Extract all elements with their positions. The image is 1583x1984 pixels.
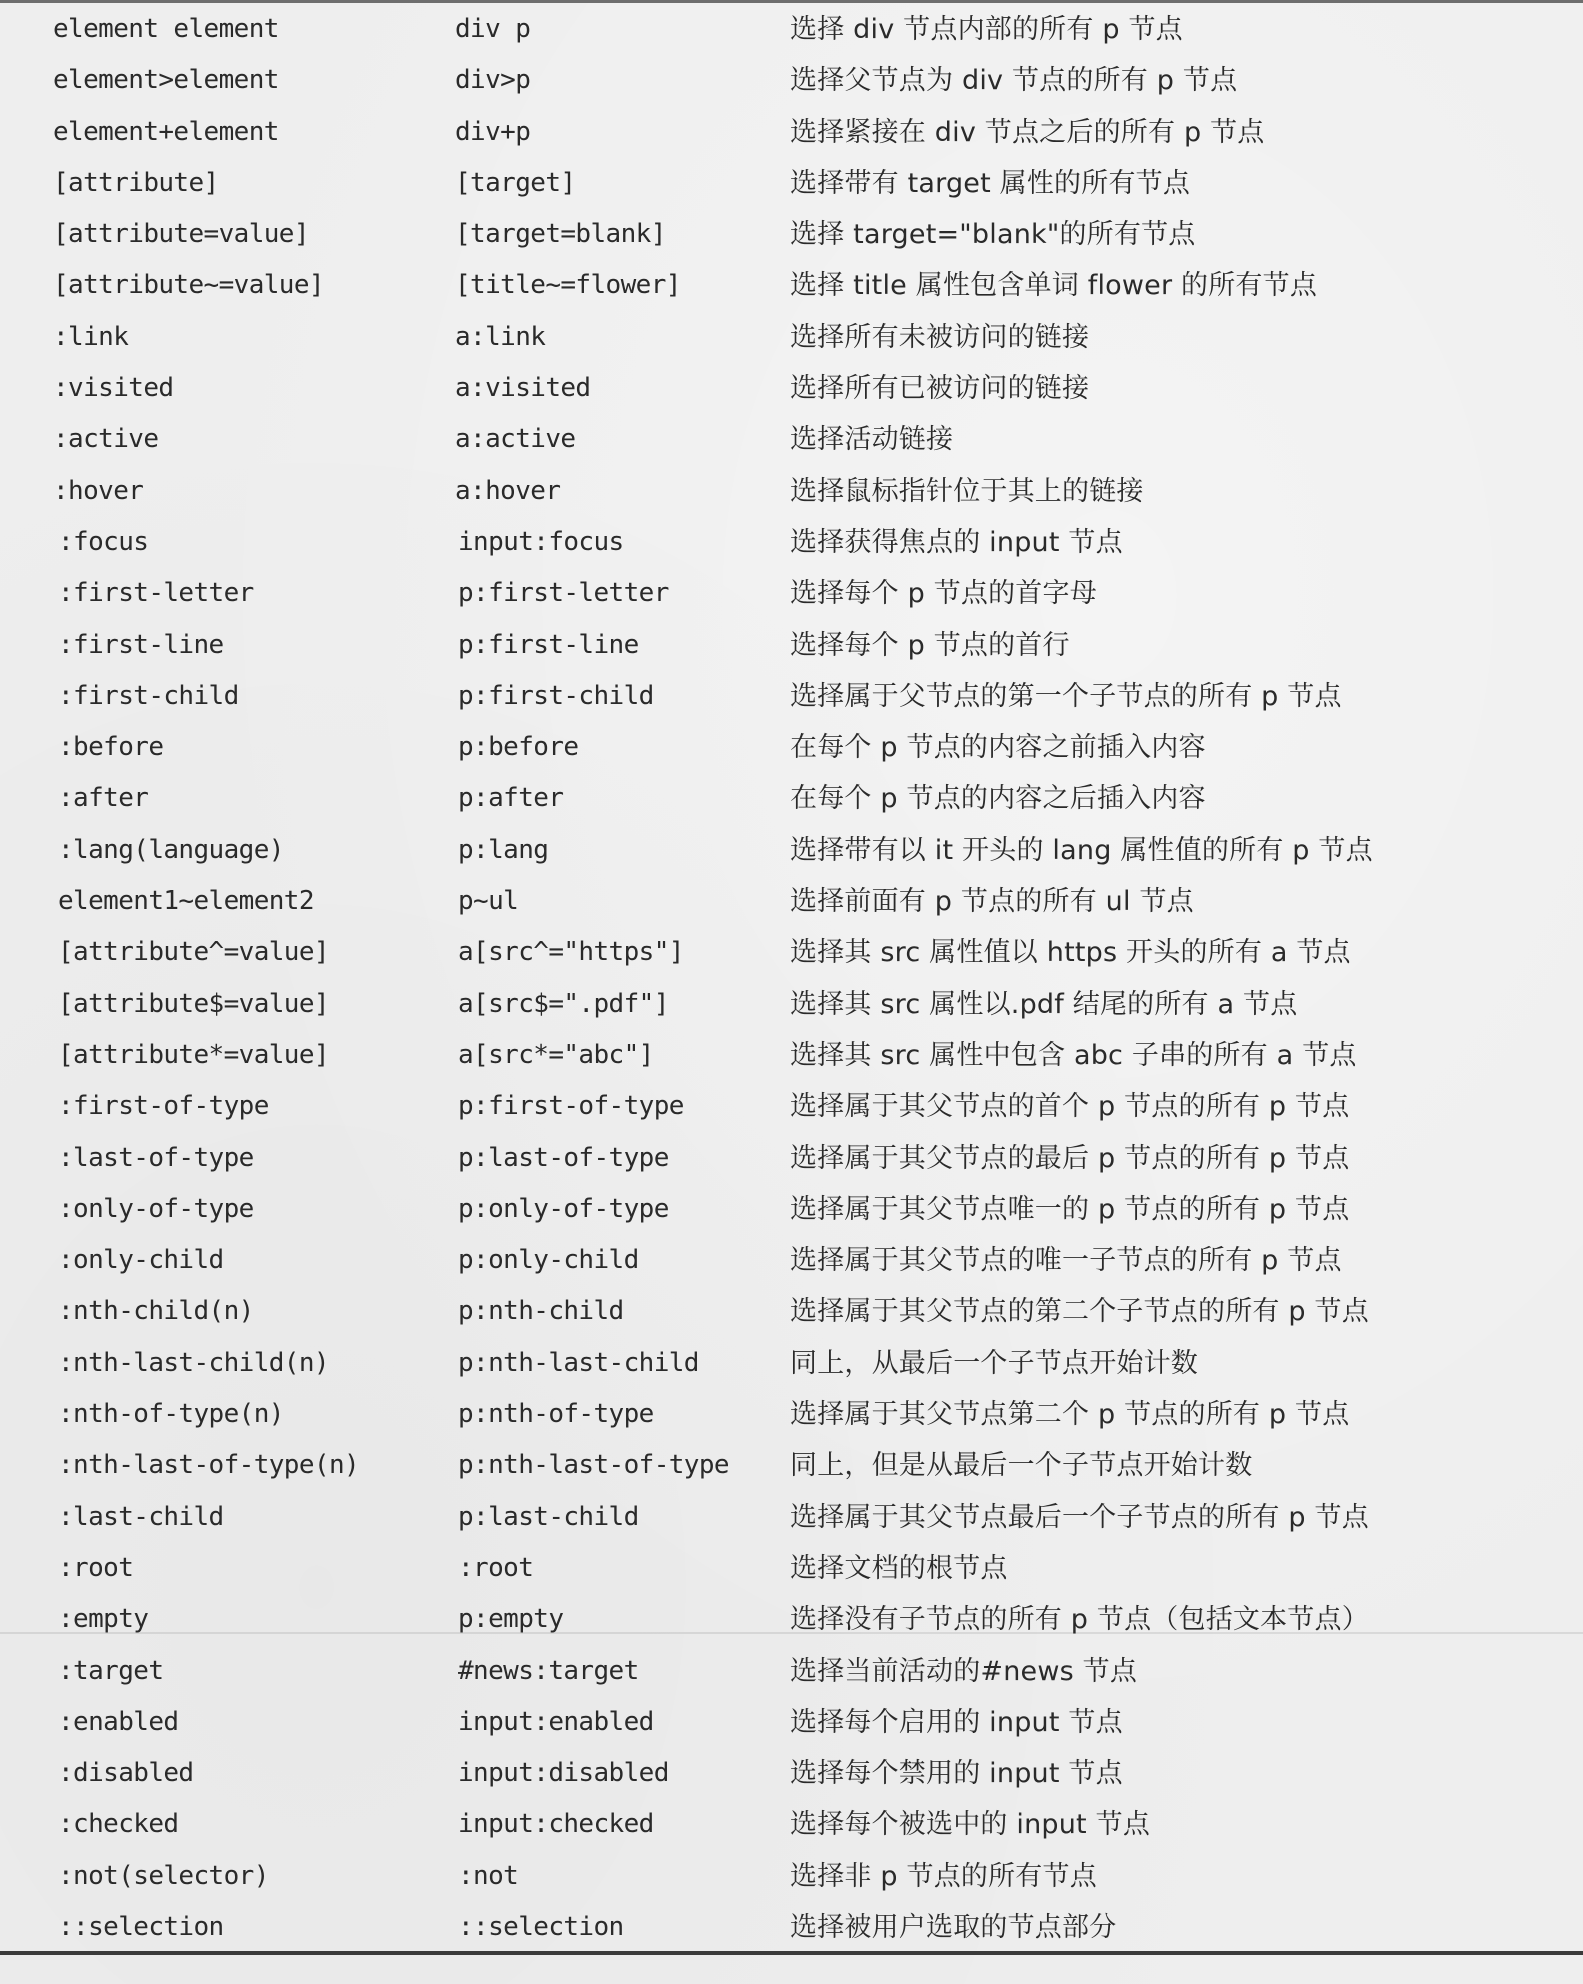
table-row [0, 260, 1583, 311]
table-row [0, 1286, 1583, 1337]
table-row [0, 876, 1583, 927]
selector-cell: :nth-last-child(n) [58, 1347, 329, 1378]
example-cell: a[src$=".pdf"] [458, 988, 669, 1019]
description-cell: 选择属于父节点的第一个子节点的所有 p 节点 [790, 680, 1342, 712]
table-row [0, 1338, 1583, 1389]
description-cell: 选择鼠标指针位于其上的链接 [790, 475, 1144, 507]
selector-cell: [attribute=value] [53, 219, 309, 250]
example-cell: p:first-line [458, 629, 639, 660]
description-cell: 选择属于其父节点的第二个子节点的所有 p 节点 [790, 1296, 1369, 1328]
table-row [0, 4, 1583, 55]
table-row [0, 671, 1583, 722]
table-row [0, 312, 1583, 363]
selector-cell: :nth-of-type(n) [58, 1399, 284, 1430]
description-cell: 选择带有以 it 开头的 lang 属性值的所有 p 节点 [790, 834, 1373, 866]
selector-cell: :hover [53, 475, 144, 506]
selector-cell: :only-of-type [58, 1193, 254, 1224]
example-cell: a[src*="abc"] [458, 1039, 654, 1070]
table-row [0, 1030, 1583, 1081]
description-cell: 选择没有子节点的所有 p 节点（包括文本节点） [790, 1604, 1369, 1636]
selector-cell: :target [58, 1655, 164, 1686]
table-row [0, 517, 1583, 568]
description-cell: 选择每个 p 节点的首字母 [790, 578, 1097, 610]
selector-cell: :empty [58, 1604, 149, 1635]
description-cell: 在每个 p 节点的内容之前插入内容 [790, 732, 1206, 764]
table-row [0, 979, 1583, 1030]
table-row [0, 363, 1583, 414]
table-row [0, 620, 1583, 671]
table-row [0, 1133, 1583, 1184]
selector-cell: element1~element2 [58, 886, 314, 917]
table-row [0, 1646, 1583, 1697]
description-cell: 选择每个被选中的 input 节点 [790, 1809, 1151, 1841]
table-row [0, 568, 1583, 619]
table-row [0, 1184, 1583, 1235]
selector-cell: :checked [58, 1809, 179, 1840]
description-cell: 选择所有未被访问的链接 [790, 321, 1090, 353]
selector-cell: :visited [53, 373, 174, 404]
description-cell: 选择属于其父节点的唯一子节点的所有 p 节点 [790, 1245, 1342, 1277]
example-cell: p:nth-last-child [458, 1347, 699, 1378]
table-row [0, 1594, 1583, 1645]
table-row [0, 1543, 1583, 1594]
description-cell: 选择每个 p 节点的首行 [790, 629, 1070, 661]
selector-cell: [attribute*=value] [58, 1039, 329, 1070]
selector-cell: :active [53, 424, 159, 455]
table-row [0, 1081, 1583, 1132]
table-top-rule [0, 0, 1583, 3]
example-cell: p:empty [458, 1604, 564, 1635]
selector-cell: :nth-last-of-type(n) [58, 1450, 360, 1481]
example-cell: p:first-of-type [458, 1091, 684, 1122]
example-cell: p:first-child [458, 680, 654, 711]
example-cell: input:focus [458, 526, 624, 557]
example-cell: :not [458, 1860, 519, 1891]
selector-cell: [attribute~=value] [53, 270, 324, 301]
selector-cell: :root [58, 1552, 134, 1583]
table-row [0, 927, 1583, 978]
table-row [0, 158, 1583, 209]
description-cell: 选择属于其父节点第二个 p 节点的所有 p 节点 [790, 1399, 1350, 1431]
description-cell: 选择所有已被访问的链接 [790, 373, 1090, 405]
description-cell: 选择每个启用的 input 节点 [790, 1706, 1123, 1738]
selector-cell: :focus [58, 526, 149, 557]
example-cell: [target=blank] [455, 219, 666, 250]
example-cell: input:checked [458, 1809, 654, 1840]
table-row [0, 722, 1583, 773]
selector-cell: :first-of-type [58, 1091, 269, 1122]
example-cell: a:visited [455, 373, 591, 404]
selector-cell: :first-child [58, 680, 239, 711]
description-cell: 选择 div 节点内部的所有 p 节点 [790, 14, 1183, 45]
table-row [0, 1851, 1583, 1902]
selector-cell: element element [53, 14, 279, 44]
example-cell: p:nth-of-type [458, 1399, 654, 1430]
description-cell: 同上，从最后一个子节点开始计数 [790, 1347, 1198, 1379]
description-cell: 选择被用户选取的节点部分 [790, 1911, 1117, 1943]
description-cell: 选择其 src 属性以.pdf 结尾的所有 a 节点 [790, 988, 1298, 1020]
selector-cell: :only-child [58, 1245, 224, 1276]
example-cell: a:link [455, 321, 546, 352]
selector-cell: [attribute^=value] [58, 937, 329, 968]
selector-table [0, 4, 1583, 1953]
example-cell: input:enabled [458, 1706, 654, 1737]
table-row [0, 1902, 1583, 1953]
description-cell: 选择前面有 p 节点的所有 ul 节点 [790, 886, 1194, 918]
table-row [0, 466, 1583, 517]
table-row [0, 1389, 1583, 1440]
selector-cell: :enabled [58, 1706, 179, 1737]
example-cell: :root [458, 1552, 534, 1583]
description-cell: 选择其 src 属性值以 https 开头的所有 a 节点 [790, 937, 1351, 969]
table-row [0, 1697, 1583, 1748]
example-cell: #news:target [458, 1655, 639, 1686]
selector-cell: [attribute] [53, 167, 219, 198]
example-cell: p:last-of-type [458, 1142, 669, 1173]
table-row [0, 1799, 1583, 1850]
selector-cell: element+element [53, 116, 279, 147]
example-cell: [target] [455, 167, 576, 198]
selector-cell: :disabled [58, 1758, 194, 1789]
selector-cell: :last-of-type [58, 1142, 254, 1173]
selector-cell: :first-letter [58, 578, 254, 609]
example-cell: p:only-child [458, 1245, 639, 1276]
table-row [0, 55, 1583, 106]
example-cell: p:before [458, 732, 579, 763]
table-row [0, 414, 1583, 465]
example-cell: ::selection [458, 1911, 624, 1942]
table-row [0, 1492, 1583, 1543]
example-cell: p:lang [458, 834, 549, 865]
description-cell: 选择非 p 节点的所有节点 [790, 1860, 1097, 1892]
description-cell: 选择其 src 属性中包含 abc 子串的所有 a 节点 [790, 1039, 1357, 1071]
table-row [0, 1748, 1583, 1799]
table-row [0, 1440, 1583, 1491]
selector-cell: :lang(language) [58, 834, 284, 865]
description-cell: 选择父节点为 div 节点的所有 p 节点 [790, 65, 1238, 97]
example-cell: p:only-of-type [458, 1193, 669, 1224]
description-cell: 在每个 p 节点的内容之后插入内容 [790, 783, 1206, 815]
selector-cell: element>element [53, 65, 279, 96]
table-row [0, 773, 1583, 824]
example-cell: input:disabled [458, 1758, 669, 1789]
description-cell: 选择 title 属性包含单词 flower 的所有节点 [790, 270, 1318, 302]
example-cell: div+p [455, 116, 531, 147]
example-cell: p:first-letter [458, 578, 669, 609]
selector-cell: :last-child [58, 1501, 224, 1532]
table-bottom-rule [0, 1951, 1583, 1955]
description-cell: 选择属于其父节点的首个 p 节点的所有 p 节点 [790, 1091, 1350, 1123]
selector-cell: :after [58, 783, 149, 814]
selector-cell: [attribute$=value] [58, 988, 329, 1019]
selector-cell: :nth-child(n) [58, 1296, 254, 1327]
description-cell: 选择属于其父节点的最后 p 节点的所有 p 节点 [790, 1142, 1350, 1174]
example-cell: p:nth-last-of-type [458, 1450, 729, 1481]
example-cell: p:last-child [458, 1501, 639, 1532]
example-cell: a:hover [455, 475, 561, 506]
description-cell: 选择获得焦点的 input 节点 [790, 526, 1123, 558]
example-cell: div p [455, 14, 531, 44]
description-cell: 选择属于其父节点唯一的 p 节点的所有 p 节点 [790, 1193, 1350, 1225]
example-cell: [title~=flower] [455, 270, 681, 301]
description-cell: 同上，但是从最后一个子节点开始计数 [790, 1450, 1253, 1482]
description-cell: 选择文档的根节点 [790, 1552, 1008, 1584]
description-cell: 选择紧接在 div 节点之后的所有 p 节点 [790, 116, 1265, 148]
table-row [0, 209, 1583, 260]
description-cell: 选择带有 target 属性的所有节点 [790, 167, 1191, 199]
example-cell: a:active [455, 424, 576, 455]
selector-cell: :before [58, 732, 164, 763]
description-cell: 选择每个禁用的 input 节点 [790, 1758, 1123, 1790]
example-cell: p:after [458, 783, 564, 814]
selector-cell: ::selection [58, 1911, 224, 1942]
description-cell: 选择 target="blank"的所有节点 [790, 219, 1196, 251]
table-row [0, 1235, 1583, 1286]
description-cell: 选择活动链接 [790, 424, 954, 456]
table-row [0, 825, 1583, 876]
description-cell: 选择属于其父节点最后一个子节点的所有 p 节点 [790, 1501, 1369, 1533]
table-row [0, 107, 1583, 158]
example-cell: p:nth-child [458, 1296, 624, 1327]
selector-cell: :first-line [58, 629, 224, 660]
selector-cell: :link [53, 321, 129, 352]
example-cell: p~ul [458, 886, 519, 917]
example-cell: div>p [455, 65, 531, 96]
selector-cell: :not(selector) [58, 1860, 269, 1891]
example-cell: a[src^="https"] [458, 937, 684, 968]
description-cell: 选择当前活动的#news 节点 [790, 1655, 1138, 1687]
